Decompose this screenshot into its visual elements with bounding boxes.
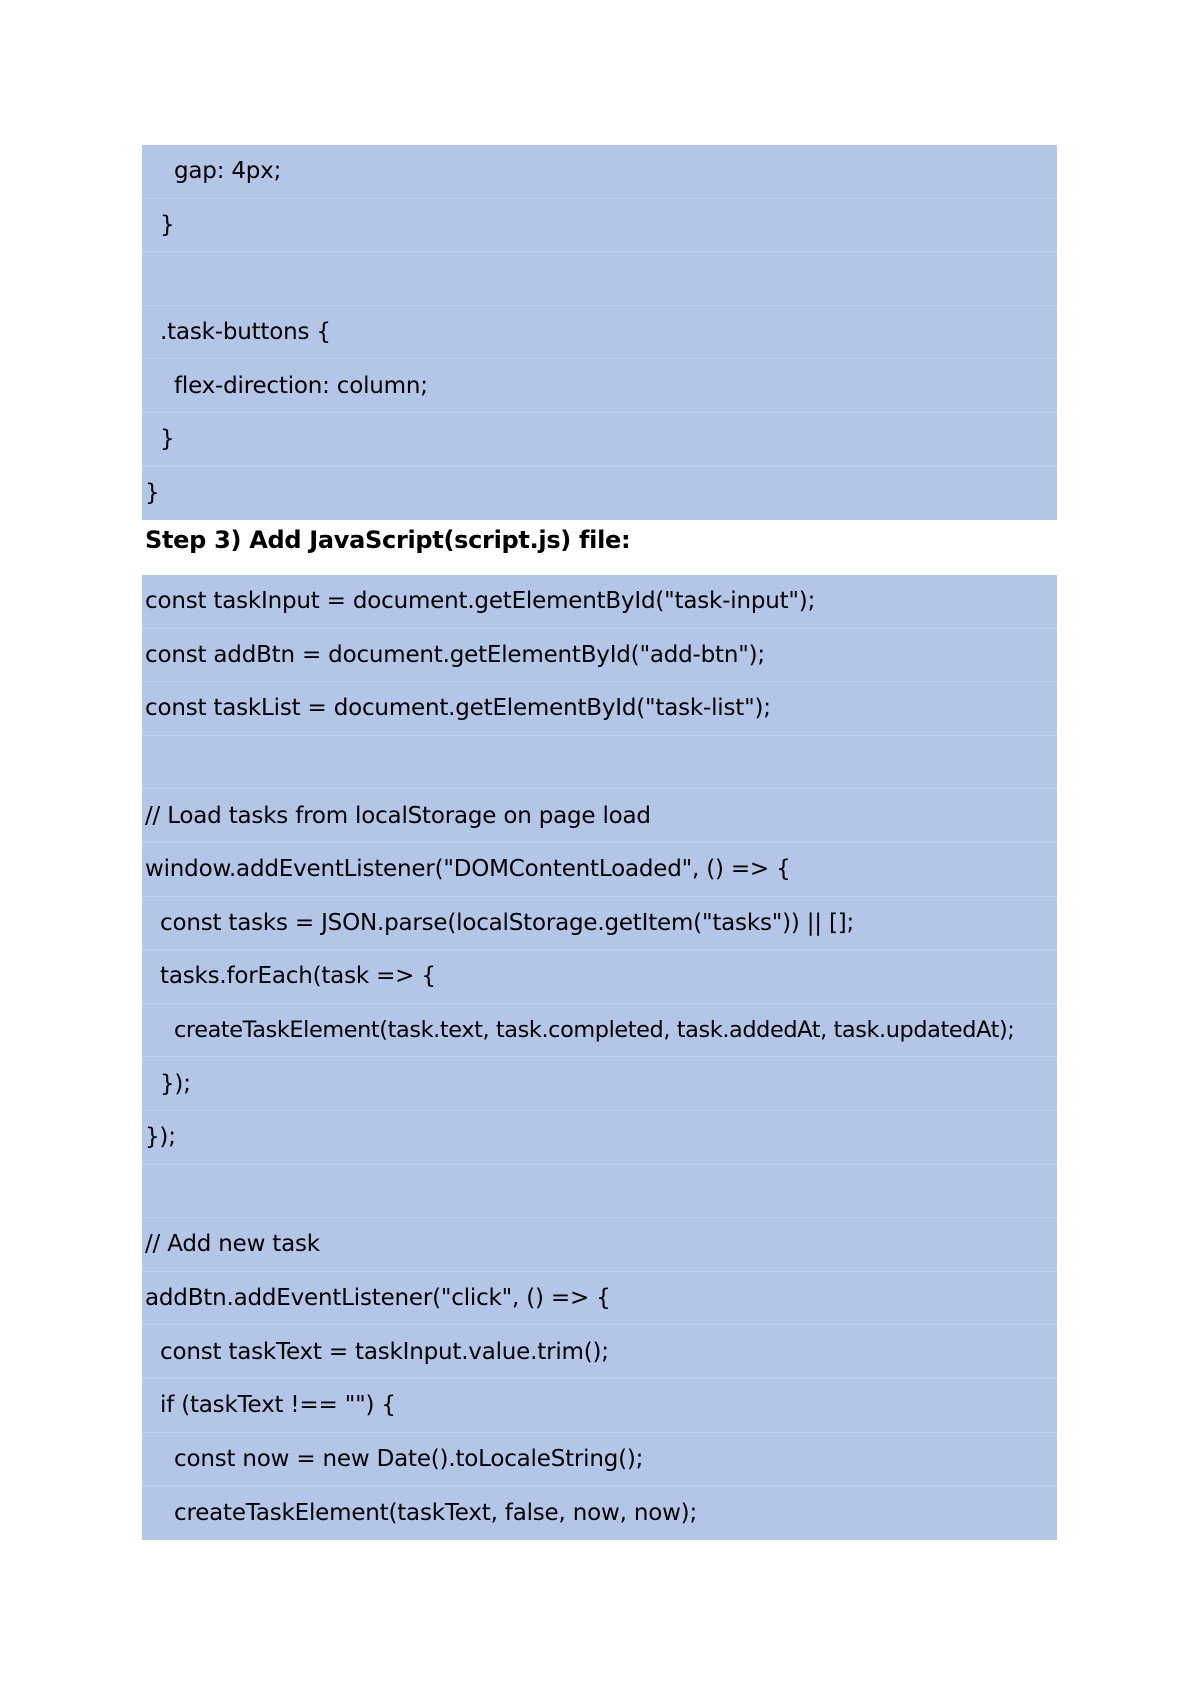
code-line: } — [142, 199, 1057, 253]
code-comment-line: // Load tasks from localStorage on page load — [142, 789, 1057, 843]
code-line: const tasks = JSON.parse(localStorage.getItem("tasks")) || []; — [142, 897, 1057, 951]
code-comment-line: // Add new task — [142, 1218, 1057, 1272]
css-code-block — [142, 145, 1057, 520]
code-line: .task-buttons { — [142, 306, 1057, 360]
code-line: const addBtn = document.getElementById("add-btn"); — [142, 629, 1057, 683]
code-line: tasks.forEach(task => { — [142, 950, 1057, 1004]
code-line: }); — [142, 1057, 1057, 1111]
code-line: const now = new Date().toLocaleString(); — [142, 1433, 1057, 1487]
code-line: } — [145, 480, 160, 507]
code-line: createTaskElement(taskText, false, now, now); — [174, 1499, 697, 1526]
section-heading: Step 3) Add JavaScript(script.js) file: — [145, 526, 631, 554]
code-line: }); — [142, 1111, 1057, 1165]
code-line: gap: 4px; — [142, 145, 1057, 199]
code-line: addBtn.addEventListener("click", () => { — [142, 1272, 1057, 1326]
code-line: window.addEventListener("DOMContentLoaded", () => { — [142, 843, 1057, 897]
code-line: flex-direction: column; — [142, 359, 1057, 413]
code-line: const taskList = document.getElementById("task-list"); — [142, 682, 1057, 736]
code-line: const taskInput = document.getElementById("task-input"); — [142, 575, 1057, 629]
code-line: } — [142, 413, 1057, 467]
code-line: createTaskElement(task.text, task.completed, task.addedAt, task.updatedAt); — [142, 1004, 1057, 1058]
code-line — [142, 736, 1057, 790]
code-line — [142, 1165, 1057, 1219]
code-line: const taskText = taskInput.value.trim(); — [142, 1325, 1057, 1379]
code-line: if (taskText !== "") { — [142, 1379, 1057, 1433]
javascript-code-block — [142, 575, 1057, 1540]
code-line — [142, 252, 1057, 306]
